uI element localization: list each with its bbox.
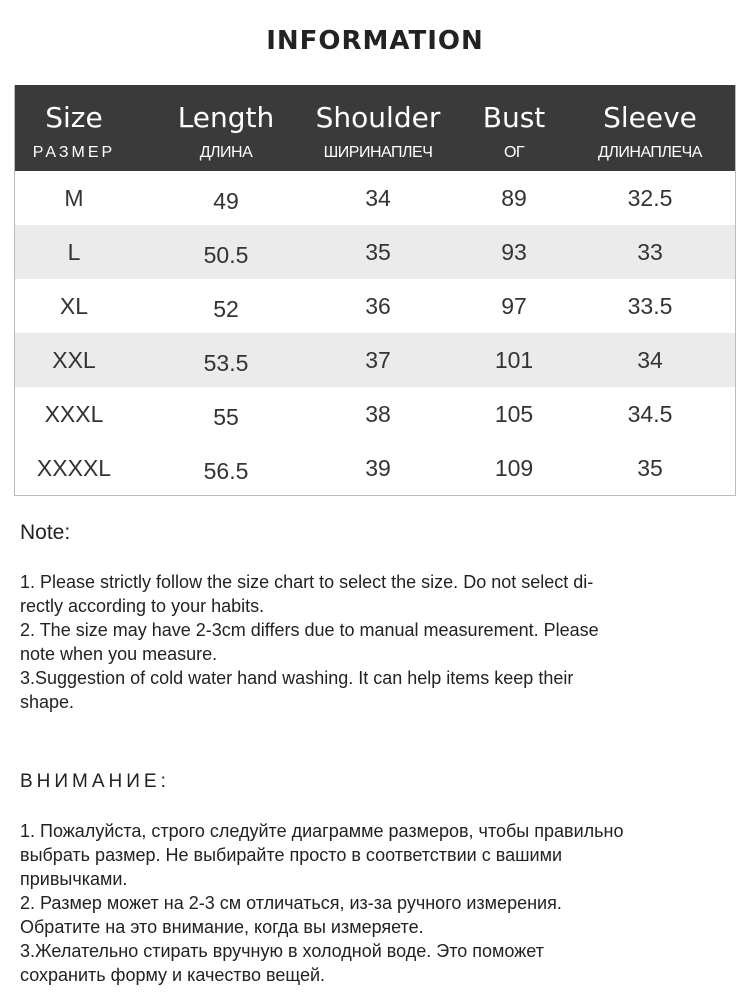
header-ru: ОГ: [503, 143, 525, 161]
note-line: 3.Желательно стирать вручную в холодной воде. Это поможет: [20, 941, 544, 961]
header-ru: РАЗМЕР: [32, 143, 116, 161]
table-cell: 35: [365, 238, 391, 265]
table-cell: L: [67, 238, 81, 265]
table-cell: 35: [637, 454, 663, 481]
header-ru: ДЛИНА: [199, 143, 253, 161]
note-line: привычками.: [20, 869, 128, 889]
note-line: выбрать размер. Не выбирайте просто в соответствии с вашими: [20, 845, 563, 865]
table-row: [15, 279, 735, 333]
table-cell: 36: [365, 292, 391, 319]
table-cell: 49: [213, 187, 239, 214]
note-heading: Note:: [20, 521, 71, 544]
table-cell: 109: [494, 454, 534, 481]
table-cell: 55: [213, 403, 239, 430]
note-line: Обратите на это внимание, когда вы измеряете.: [20, 917, 424, 937]
note-line: note when you measure.: [20, 644, 218, 664]
table-row: [15, 387, 735, 441]
table-cell: M: [64, 184, 84, 211]
header-cell: [437, 85, 591, 171]
table-cell: 52: [213, 295, 239, 322]
header-en: Shoulder: [315, 100, 441, 134]
table-cell: 38: [365, 400, 391, 427]
note-line: 3.Suggestion of cold water hand washing. It can help items keep their: [20, 668, 574, 688]
header-cell: [15, 85, 133, 171]
table-cell: 50.5: [203, 241, 249, 268]
table-cell: 32.5: [627, 184, 673, 211]
header-en: Size: [45, 100, 103, 134]
note-text: [20, 570, 599, 714]
table-cell: 101: [494, 346, 534, 373]
table-cell: 105: [494, 400, 534, 427]
header-ru: ДЛИНАПЛЕЧА: [598, 143, 702, 161]
table-cell: 34.5: [627, 400, 673, 427]
header-en: Length: [177, 100, 275, 134]
table-cell: 33.5: [627, 292, 673, 319]
note-line: 2. The size may have 2-3cm differs due to manual measurement. Please: [20, 620, 599, 640]
table-cell: 33: [637, 238, 663, 265]
table-cell: XXXL: [44, 400, 104, 427]
ru-note-heading: ВНИМАНИЕ:: [20, 771, 170, 792]
table-cell: 93: [501, 238, 527, 265]
header-cell: [315, 85, 441, 171]
table-header: [15, 85, 735, 171]
table-cell: XXL: [52, 346, 96, 373]
table-row: [15, 171, 735, 225]
table-cell: 89: [501, 184, 527, 211]
table-cell: 34: [637, 346, 663, 373]
note-line: rectly according to your habits.: [20, 596, 265, 616]
table-row: [15, 441, 735, 495]
header-cell: [591, 85, 709, 171]
page-title: INFORMATION: [266, 26, 484, 56]
table-cell: 56.5: [203, 457, 249, 484]
header-en: Sleeve: [603, 100, 697, 134]
note-line: 1. Please strictly follow the size chart to select the size. Do not select di-: [20, 572, 594, 592]
table-cell: XXXXL: [36, 454, 112, 481]
ru-note-text: [20, 819, 623, 987]
table-cell: 53.5: [203, 349, 249, 376]
note-line: сохранить форму и качество вещей.: [20, 965, 326, 985]
table-cell: 97: [501, 292, 527, 319]
header-en: Bust: [482, 100, 546, 134]
size-chart-table: [14, 85, 736, 496]
header-cell: [133, 85, 319, 171]
table-cell: 34: [365, 184, 391, 211]
table-row: [15, 333, 735, 387]
table-row: [15, 225, 735, 279]
note-line: 2. Размер может на 2-3 см отличаться, из-за ручного измерения.: [20, 893, 562, 913]
note-line: 1. Пожалуйста, строго следуйте диаграмме размеров, чтобы правильно: [20, 821, 624, 841]
table-cell: XL: [59, 292, 89, 319]
table-cell: 37: [365, 346, 391, 373]
header-ru: ШИРИНАПЛЕЧ: [323, 143, 433, 161]
note-line: shape.: [20, 692, 75, 712]
table-cell: 39: [365, 454, 391, 481]
